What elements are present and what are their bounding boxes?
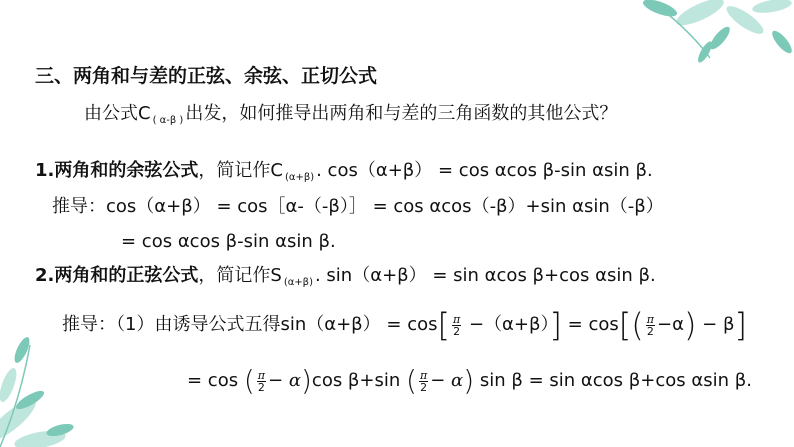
item2-heading: 2.两角和的正弦公式 [35,265,199,286]
item1-formula: . cos（α+β） = cos αcos β-sin αsin β. [316,160,653,181]
item2-formula: . sin（α+β） = sin αcos β+cos αsin β. [314,265,656,286]
item1-derivation-line1 [52,195,664,219]
item2-formula-line [35,264,656,291]
intro-after: 出发，如何推导出两角和与差的三角函数的其他公式？ [185,103,618,124]
item2-note: ，简记作S [198,265,282,286]
item1-deriv-expr1: cos（α+β） = cos［α-（-β）］ = cos αcos（-β）+sin αsin（-β） [106,196,664,217]
item1-heading: 1.两角和的余弦公式 [35,160,199,181]
fraction-pi-over-2: $\frac{\pi}{2}$ [452,312,461,338]
item1-subscript: (α+β) [284,172,315,183]
item2-subscript: (α+β) [283,277,313,288]
fraction-pi-over-2: $\frac{\pi}{2}$ [646,312,654,338]
fraction-pi-over-2: $\frac{\pi}{2}$ [419,368,428,394]
intro-text [84,102,617,129]
item2-derivation-line1: 推导：（1）由诱导公式五得sin（α+β） = cos[ $\frac{\pi}{2}$ −（α+β）] = cos[( $\frac{\pi}{2}$ −α) − β] [62,306,747,344]
item1-derivation-line2: = cos αcos β-sin αsin β. [121,231,336,252]
item2-deriv-label: 推导： [62,314,116,335]
item1-deriv-label: 推导： [52,196,106,217]
section-title: 三、两角和与差的正弦、余弦、正切公式 [35,65,378,87]
item1-formula-line [35,159,653,186]
intro-subscript: ( α-β ) [152,115,184,126]
fraction-pi-over-2: $\frac{\pi}{2}$ [257,368,265,394]
item2-step-label: （1）由诱导公式五得sin（α+β） = cos [116,314,438,335]
item2-derivation-line2: = cos ( $\frac{\pi}{2}$ − 𝛼)cos β+sin ( $\frac{\pi}{2}$ − 𝛼) sin β = sin αcos β+cos αsin β. [187,364,752,397]
intro-before: 由公式C [84,103,151,124]
item1-note: ，简记作C [198,160,283,181]
